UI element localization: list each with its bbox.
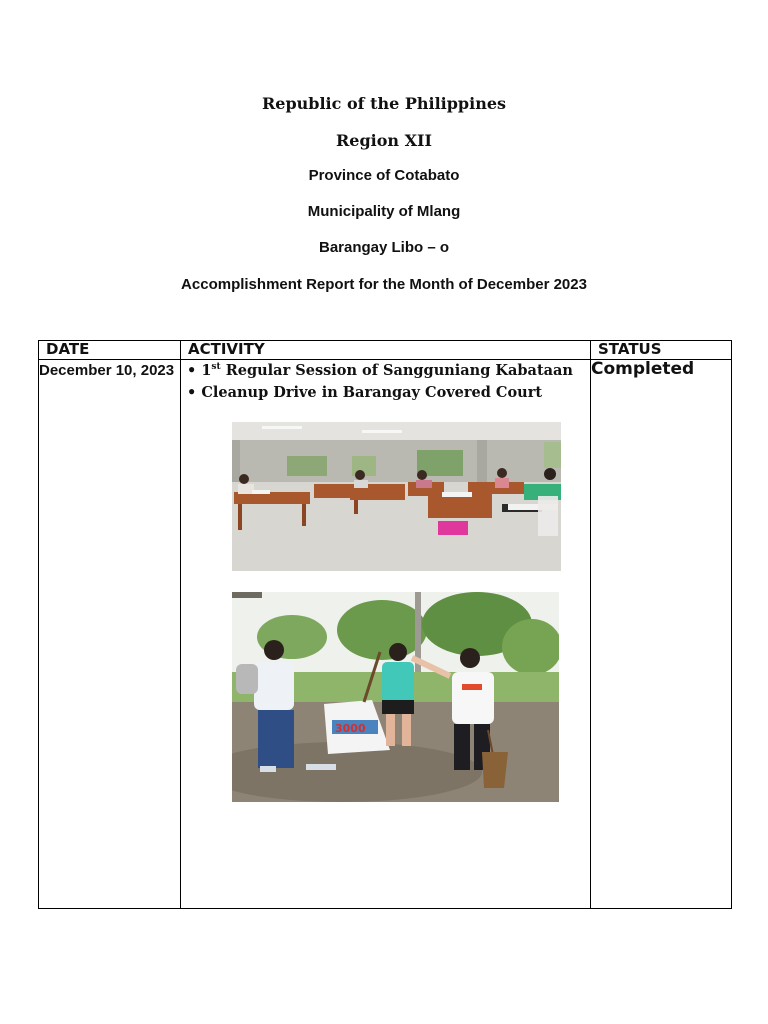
date-cell: December 10, 2023 — [39, 360, 181, 909]
session-room-image — [232, 422, 561, 571]
header-province: Province of Cotabato — [308, 167, 460, 184]
header-republic: Republic of the Philippines — [261, 94, 507, 113]
activity-ordinal-suffix: st — [211, 362, 221, 373]
activity-list — [181, 360, 590, 404]
column-header-status: STATUS — [591, 341, 732, 360]
activity-text: Cleanup Drive in Barangay Covered Court — [201, 384, 543, 401]
header-municipality: Municipality of Mlang — [307, 203, 461, 220]
cleanup-drive-image — [232, 592, 559, 802]
column-header-activity: ACTIVITY — [181, 341, 591, 360]
report-title: Accomplishment Report for the Month of December 2023 — [181, 276, 587, 293]
table-header-row — [39, 341, 732, 360]
activity-item-session — [187, 360, 590, 382]
header-region: Region XII — [336, 131, 432, 150]
activity-text: Regular Session of Sangguniang Kabataan — [220, 362, 573, 379]
column-header-date: DATE — [39, 341, 181, 360]
header-barangay: Barangay Libo – o — [318, 239, 450, 256]
activity-item-cleanup — [187, 382, 590, 404]
activity-number: 1 — [201, 362, 212, 379]
status-cell: Completed — [591, 360, 732, 909]
cleanup-drive-photo — [232, 592, 559, 802]
session-room-photo — [232, 422, 561, 571]
sack-label: 3000 — [335, 722, 366, 735]
